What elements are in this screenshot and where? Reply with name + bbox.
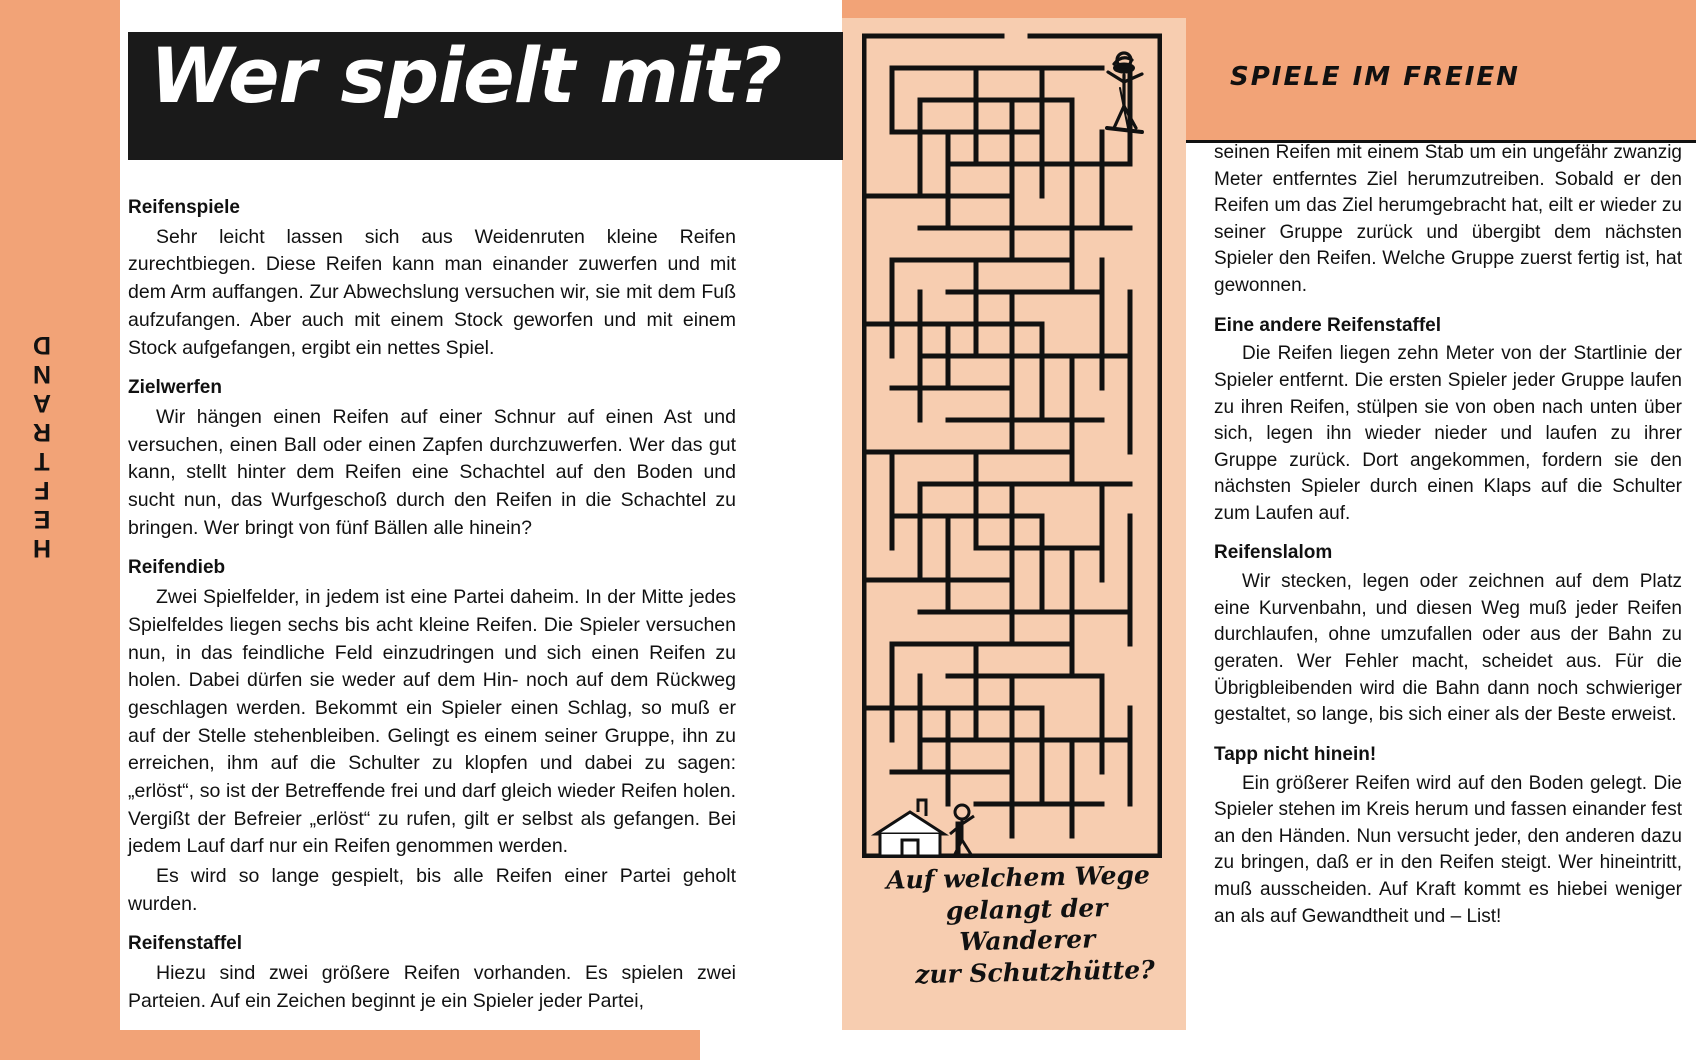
bottom-white-band <box>700 1030 1696 1060</box>
caption-line-3: zur Schutzhütte? <box>914 954 1156 989</box>
section-heading-eine-andere-reifenstaffel: Eine andere Reifenstaffel <box>1214 314 1442 336</box>
paragraph: seinen Reifen mit einem Stab um ein ungefähr zwanzig Meter entferntes Ziel herumzutreiben. Sobald er den Reifen um das Ziel herumgebracht hat, eilt er wieder zu seiner Gruppe zurück und übergibt dem nächsten Spieler den Reifen. Welche Gruppe zuerst fertig ist, hat gewonnen. <box>1214 142 1682 296</box>
caption-line-1: Auf welchem Wege <box>885 860 1151 895</box>
paragraph: Wir hängen einen Reifen auf einer Schnur auf einen Ast und versuchen, einen Ball oder einen Zapfen durchzuwerfen. Wer das gut kann, stellt hinter dem Reifen eine Schachtel auf den Boden und sucht nun, das Wurfgeschoß durch den Reifen in die Schachtel zu bringen. Wer bringt von fünf Bällen alle hinein? <box>128 405 736 539</box>
section-heading-reifendieb: Reifendieb <box>128 557 226 579</box>
illustration-caption <box>863 859 1176 991</box>
paragraph: Die Reifen liegen zehn Meter von der Startlinie der Spieler entfernt. Die ersten Spieler jeder Gruppe laufen zu ihren Reifen, stülpen sie von oben nach unten über sich, legen ihn wieder nieder und laufen zu ihrer Gruppe zurück. Dort angekommen, fordern sie den nächsten Spieler durch einen Klaps auf die Schulter zum Laufen auf. <box>1214 343 1682 524</box>
section-heading-reifenspiele: Reifenspiele <box>128 197 240 218</box>
paragraph: Zwei Spielfelder, in jedem ist eine Partei daheim. In der Mitte jedes Spielfeldes liegen sechs bis acht kleine Reifen. Die Spieler versuchen nun, in das feindliche Feld einzudringen und sich einen Reifen zu holen. Dabei dürfen sie weder auf dem Hin- noch auf dem Rückweg geschlagen werden. Bekommt ein Spieler einen Schlag, so muß er auf der Stelle stehenbleiben. Gelingt es einem seiner Gruppe, ihn zu erreichen, ihm auf die Schulter zu klopfen und dabei zu sagen: „erlöst“, so ist der Betreffende frei und darf gleich wieder Reifen holen. Vergißt der Befreier „erlöst“ zu rufen, gilt er selbst als gefangen. Bei jedem Lauf darf nur ein Reifen genommen werden. <box>128 586 736 858</box>
paragraph: Sehr leicht lassen sich aus Weidenruten kleine Reifen zurechtbiegen. Diese Reifen kann man einander zuwerfen und mit dem Arm auffangen. Zur Abwechslung versuchen wir, sie mit dem Fuß aufzufangen. Aber auch mit einem Stock geworfen und mit einem Stock aufgefangen, ergibt ein nettes Spiel. <box>128 225 736 359</box>
paragraph: Es wird so lange gespielt, bis alle Reifen einer Partei geholt wurden. <box>128 865 736 915</box>
paragraph: Ein größerer Reifen wird auf den Boden gelegt. Die Spieler stehen im Kreis herum und fassen einander fest an den Händen. Nun versucht jeder, den anderen dazu zu bringen, daß er in den Reifen steigt. Wer hineintritt, muß ausscheiden. Auf Kraft kommt es hiebei weniger an als auf Gewandtheit und – List! <box>1214 772 1682 927</box>
page-title: Wer spielt mit? <box>150 31 782 120</box>
margin-label: HEFTRAND <box>28 330 56 562</box>
running-head: SPIELE IM FREIEN <box>1230 62 1520 92</box>
paragraph: Hiezu sind zwei größere Reifen vorhanden. Es spielen zwei Parteien. Auf ein Zeichen beginnt je ein Spieler jeder Partei, <box>128 962 736 1012</box>
section-heading-zielwerfen: Zielwerfen <box>128 377 222 399</box>
maze-puzzle-illustration <box>862 28 1162 858</box>
maze-svg <box>862 28 1162 858</box>
paragraph: Wir stecken, legen oder zeichnen auf dem Platz eine Kurvenbahn, und diesen Weg muß jeder Reifen durchlaufen, ohne umzufallen oder aus der Bahn zu geraten. Wer Fehler macht, scheidet aus. Für die Übrigbleibenden wird die Bahn dann noch schwieriger gestaltet, so lange, bis sich einer als der Beste erweist. <box>1214 571 1682 726</box>
bottom-margin-band <box>0 1030 700 1060</box>
right-text-column <box>1214 140 1682 930</box>
maze-column-top-band <box>842 0 1186 18</box>
caption-line-2: gelangt der Wanderer <box>945 892 1108 957</box>
section-heading-reifenslalom: Reifenslalom <box>1214 542 1333 564</box>
section-heading-reifenstaffel: Reifenstaffel <box>128 933 243 955</box>
hut-figure <box>876 800 974 856</box>
section-heading-tapp-nicht-hinein: Tapp nicht hinein! <box>1214 743 1377 765</box>
hiker-figure <box>1107 53 1142 132</box>
left-text-column <box>128 196 736 1016</box>
